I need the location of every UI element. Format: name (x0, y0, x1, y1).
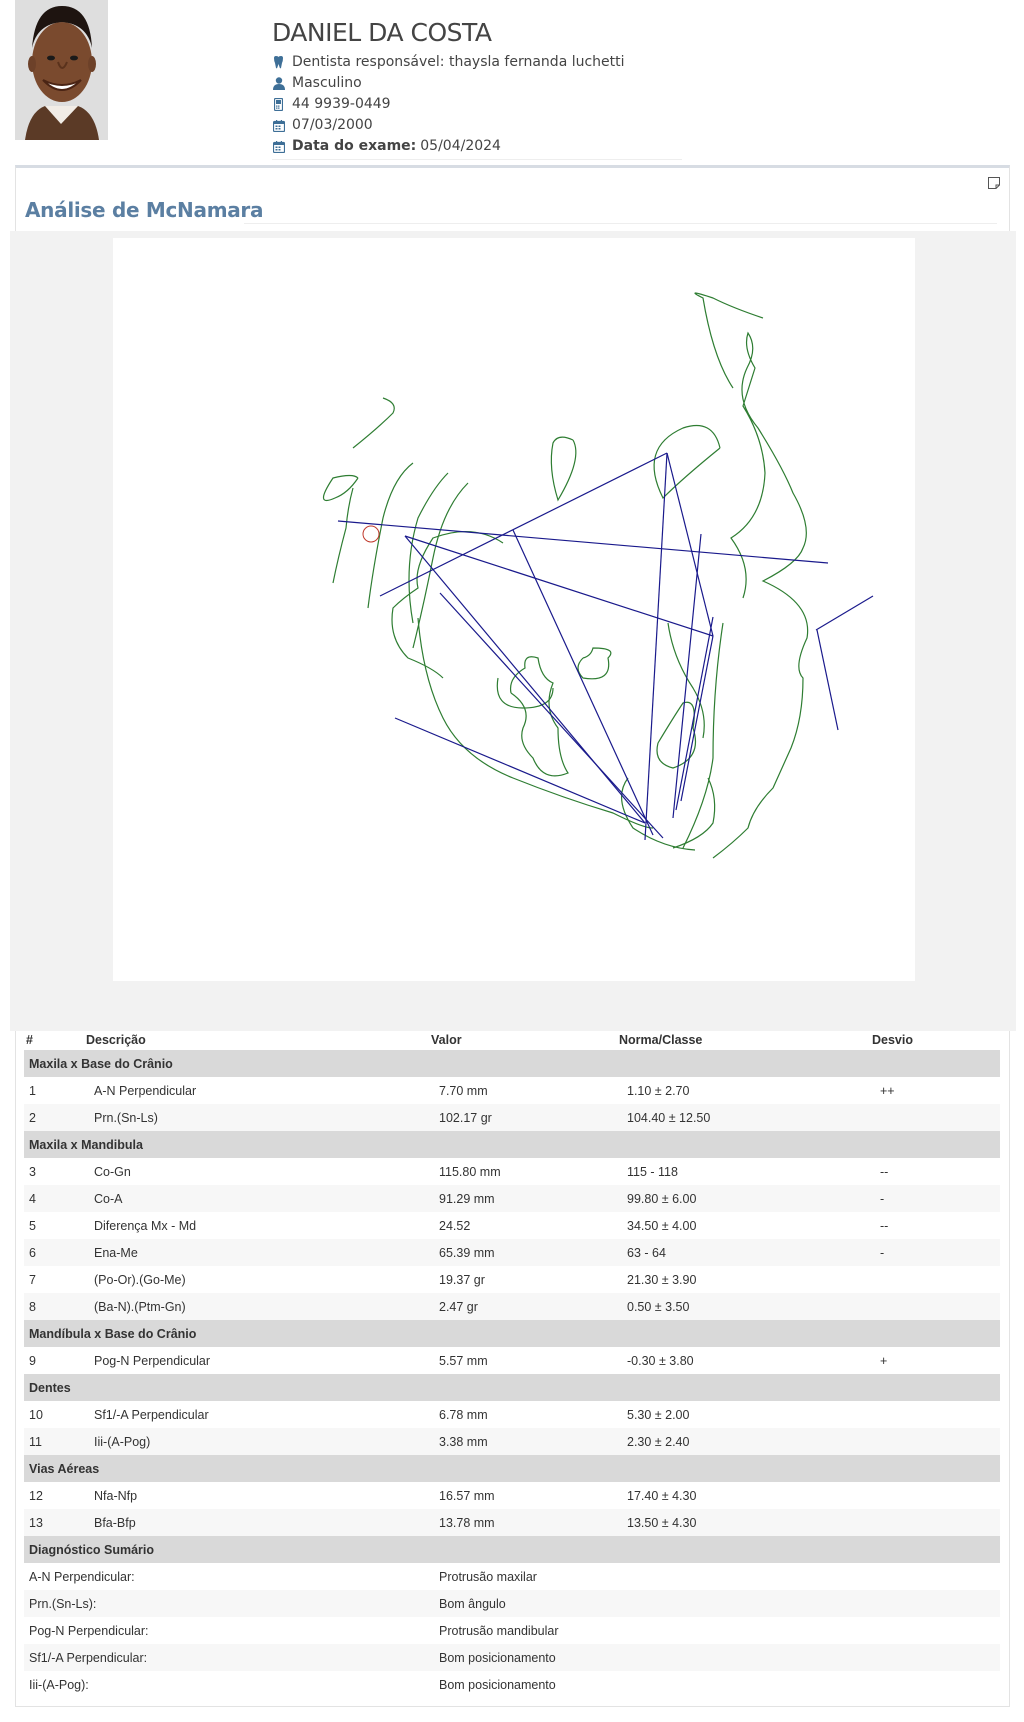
cell-norm: 34.50 ± 4.00 (617, 1212, 870, 1239)
cephalometric-tracing (113, 238, 915, 981)
cell-num: 11 (24, 1428, 84, 1455)
cell-description: Ena-Me (84, 1239, 429, 1266)
cell-description: Co-Gn (84, 1158, 429, 1185)
patient-info (272, 16, 682, 160)
patient-name: DANIEL DA COSTA (272, 18, 492, 47)
cell-deviation (870, 1293, 1000, 1320)
header-dev: Desvio (872, 1033, 913, 1047)
summary-title: Diagnóstico Sumário (24, 1536, 1000, 1563)
cell-norm: 5.30 ± 2.00 (617, 1401, 870, 1428)
group-row (24, 1131, 1000, 1158)
cell-description: Diferença Mx - Md (84, 1212, 429, 1239)
cell-norm: 115 - 118 (617, 1158, 870, 1185)
cell-description: (Po-Or).(Go-Me) (84, 1266, 429, 1293)
header-value: Valor (431, 1033, 462, 1047)
birth-line (272, 115, 682, 136)
table-row (24, 1077, 1000, 1104)
group-title: Mandíbula x Base do Crânio (24, 1320, 1000, 1347)
group-title: Maxila x Base do Crânio (24, 1050, 1000, 1077)
cell-value: 16.57 mm (429, 1482, 617, 1509)
cell-description: Sf1/-A Perpendicular (84, 1401, 429, 1428)
header-desc: Descrição (86, 1033, 146, 1047)
cell-norm: 1.10 ± 2.70 (617, 1077, 870, 1104)
cell-norm: 21.30 ± 3.90 (617, 1266, 870, 1293)
cell-deviation (870, 1509, 1000, 1536)
cell-norm: 2.30 ± 2.40 (617, 1428, 870, 1455)
cell-deviation (870, 1266, 1000, 1293)
phone-icon (272, 98, 285, 112)
cell-deviation: ++ (870, 1077, 1000, 1104)
cell-norm: 17.40 ± 4.30 (617, 1482, 870, 1509)
summary-text: Bom posicionamento (429, 1644, 1000, 1671)
cell-description: Prn.(Sn-Ls) (84, 1104, 429, 1131)
cell-value: 3.38 mm (429, 1428, 617, 1455)
cell-norm: 0.50 ± 3.50 (617, 1293, 870, 1320)
summary-title-row (24, 1536, 1000, 1563)
header-num: # (26, 1033, 33, 1047)
anatomy-outlines (323, 293, 807, 858)
exam-line (272, 136, 682, 157)
dentist-name: thaysla fernanda luchetti (448, 54, 625, 70)
cell-norm: 13.50 ± 4.30 (617, 1509, 870, 1536)
summary-label: A-N Perpendicular: (24, 1563, 429, 1590)
table-row (24, 1482, 1000, 1509)
group-title: Maxila x Mandibula (24, 1131, 1000, 1158)
cell-num: 2 (24, 1104, 84, 1131)
exam-date-label: Data do exame: (292, 138, 417, 154)
summary-row (24, 1644, 1000, 1671)
cell-description: (Ba-N).(Ptm-Gn) (84, 1293, 429, 1320)
cell-description: Nfa-Nfp (84, 1482, 429, 1509)
phone-line (272, 94, 682, 115)
note-icon[interactable] (988, 174, 1000, 193)
table-row (24, 1266, 1000, 1293)
cell-deviation (870, 1482, 1000, 1509)
cell-deviation: - (870, 1239, 1000, 1266)
summary-label: Prn.(Sn-Ls): (24, 1590, 429, 1617)
cell-deviation: -- (870, 1158, 1000, 1185)
cell-deviation (870, 1401, 1000, 1428)
dentist-label: Dentista responsável: (292, 54, 445, 70)
title-divider (244, 223, 997, 224)
summary-row (24, 1617, 1000, 1644)
cell-deviation: - (870, 1185, 1000, 1212)
patient-photo (15, 0, 108, 140)
tracing-svg (113, 238, 915, 981)
cell-deviation: + (870, 1347, 1000, 1374)
cell-value: 102.17 gr (429, 1104, 617, 1131)
results-table (24, 1030, 1000, 1698)
summary-text: Protrusão maxilar (429, 1563, 1000, 1590)
results-body (24, 1050, 1000, 1698)
cell-value: 19.37 gr (429, 1266, 617, 1293)
dentist-line (272, 52, 682, 73)
summary-label: Iii-(A-Pog): (24, 1671, 429, 1698)
cell-deviation (870, 1428, 1000, 1455)
sex-line (272, 73, 682, 94)
summary-row (24, 1563, 1000, 1590)
calendar-icon (272, 119, 285, 133)
cell-norm: 99.80 ± 6.00 (617, 1185, 870, 1212)
cell-deviation: -- (870, 1212, 1000, 1239)
cephalometric-lines (338, 453, 873, 840)
calendar-icon (272, 140, 285, 154)
cell-description: Co-A (84, 1185, 429, 1212)
summary-label: Sf1/-A Perpendicular: (24, 1644, 429, 1671)
summary-label: Pog-N Perpendicular: (24, 1617, 429, 1644)
table-row (24, 1212, 1000, 1239)
table-row (24, 1185, 1000, 1212)
summary-row (24, 1590, 1000, 1617)
summary-row (24, 1671, 1000, 1698)
table-row (24, 1509, 1000, 1536)
cell-value: 6.78 mm (429, 1401, 617, 1428)
cell-num: 7 (24, 1266, 84, 1293)
header-norm: Norma/Classe (619, 1033, 703, 1047)
table-row (24, 1428, 1000, 1455)
group-title: Vias Aéreas (24, 1455, 1000, 1482)
patient-sex: Masculino (292, 75, 362, 91)
group-row (24, 1320, 1000, 1347)
cell-value: 7.70 mm (429, 1077, 617, 1104)
cell-value: 24.52 (429, 1212, 617, 1239)
cell-value: 65.39 mm (429, 1239, 617, 1266)
cell-deviation (870, 1104, 1000, 1131)
cell-num: 3 (24, 1158, 84, 1185)
cell-num: 13 (24, 1509, 84, 1536)
group-row (24, 1455, 1000, 1482)
tooth-icon (272, 56, 285, 70)
cell-description: Bfa-Bfp (84, 1509, 429, 1536)
cell-value: 115.80 mm (429, 1158, 617, 1185)
cell-description: A-N Perpendicular (84, 1077, 429, 1104)
user-icon (272, 77, 285, 91)
exam-date: 05/04/2024 (420, 138, 501, 154)
group-title: Dentes (24, 1374, 1000, 1401)
cell-value: 2.47 gr (429, 1293, 617, 1320)
cell-num: 12 (24, 1482, 84, 1509)
summary-text: Bom posicionamento (429, 1671, 1000, 1698)
panel-title: Análise de McNamara (25, 198, 264, 222)
cell-description: Pog-N Perpendicular (84, 1347, 429, 1374)
cell-value: 13.78 mm (429, 1509, 617, 1536)
summary-text: Bom ângulo (429, 1590, 1000, 1617)
cell-num: 5 (24, 1212, 84, 1239)
cell-num: 4 (24, 1185, 84, 1212)
table-row (24, 1347, 1000, 1374)
group-row (24, 1050, 1000, 1077)
table-header (24, 1030, 1000, 1050)
cell-num: 6 (24, 1239, 84, 1266)
group-row (24, 1374, 1000, 1401)
cell-norm: 104.40 ± 12.50 (617, 1104, 870, 1131)
table-row (24, 1293, 1000, 1320)
cell-value: 91.29 mm (429, 1185, 617, 1212)
cell-norm: -0.30 ± 3.80 (617, 1347, 870, 1374)
cell-num: 9 (24, 1347, 84, 1374)
cell-value: 5.57 mm (429, 1347, 617, 1374)
patient-phone: 44 9939-0449 (292, 96, 391, 112)
cell-num: 1 (24, 1077, 84, 1104)
table-row (24, 1401, 1000, 1428)
landmark-marker (363, 526, 379, 542)
cell-num: 10 (24, 1401, 84, 1428)
summary-text: Protrusão mandibular (429, 1617, 1000, 1644)
table-row (24, 1158, 1000, 1185)
tracing-area (10, 231, 1016, 1031)
cell-norm: 63 - 64 (617, 1239, 870, 1266)
cell-num: 8 (24, 1293, 84, 1320)
table-row (24, 1104, 1000, 1131)
table-row (24, 1239, 1000, 1266)
cell-description: Iii-(A-Pog) (84, 1428, 429, 1455)
patient-birth-date: 07/03/2000 (292, 117, 373, 133)
